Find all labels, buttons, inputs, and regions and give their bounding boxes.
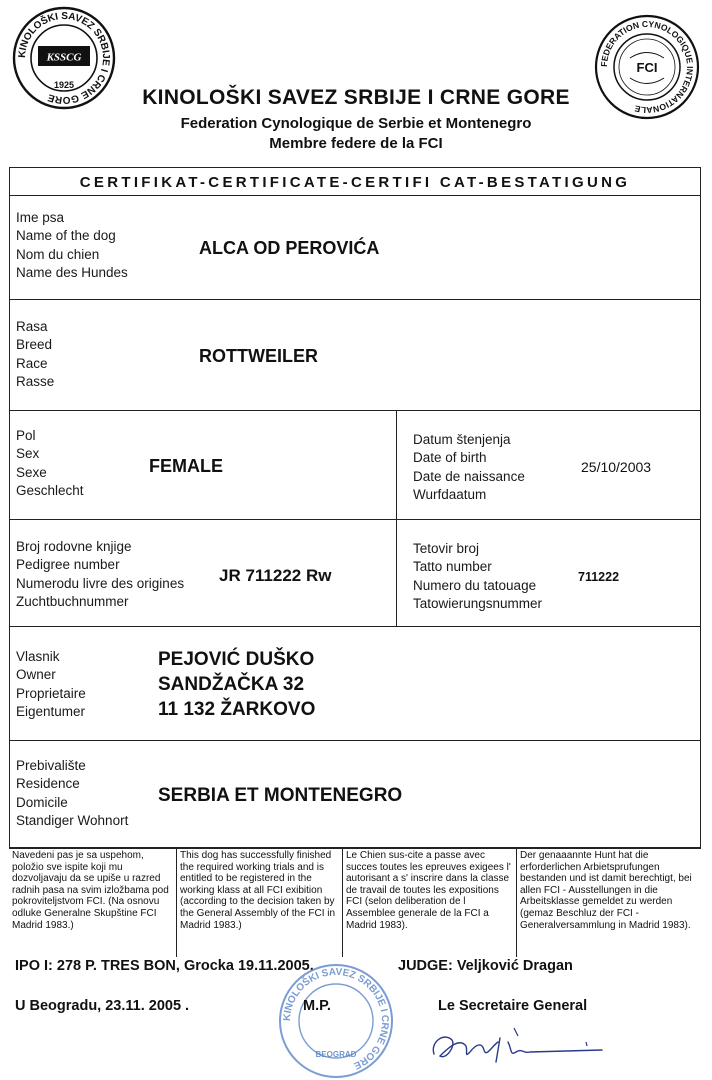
ipo-result: IPO I: 278 P. TRES BON, Grocka 19.11.2005. [15, 958, 314, 974]
breed-value: ROTTWEILER [199, 346, 318, 366]
sex-value: FEMALE [149, 456, 223, 476]
secretaire-general: Le Secretaire General [438, 998, 588, 1014]
fci-ring-text: FEDERATION CYNOLOGIQUE INTERNATIONALE [598, 18, 696, 116]
logo-center-text: KSSCG [46, 51, 82, 64]
dog-name-value: ALCA OD PEROVIĆA [199, 238, 380, 258]
federation-title: KINOLOŠKI SAVEZ SRBIJE I CRNE GORE [142, 86, 570, 109]
owner-value [158, 647, 315, 722]
owner-labels: Vlasnik Owner Proprietaire Eigentumer [16, 649, 86, 720]
sex-labels: Pol Sex Sexe Geschlecht [16, 428, 84, 499]
federation-subtitle: Federation Cynologique de Serbie et Montenegro [180, 115, 532, 132]
tattoo-value: 711222 [578, 570, 620, 584]
birth-labels: Datum štenjenja Date of birth Date de naissance Wurfdaatum [413, 432, 525, 503]
column-divider [396, 519, 397, 626]
fci-membership: Membre federe de la FCI [269, 135, 443, 152]
fci-center-text: FCI [636, 60, 658, 75]
logo-ring-text: KINOLOŠKI SAVEZ SRBIJE I CRNE GORE [16, 10, 112, 106]
birth-date-value: 25/10/2003 [581, 459, 652, 475]
stamp-ring-text: KINOLOŠKI SAVEZ SRBIJE I CRNE GORE [281, 966, 391, 1072]
signature [426, 1016, 616, 1068]
dog-name-labels: Ime psa Name of the dog Nom du chien Name des Hundes [16, 210, 128, 281]
divider [9, 740, 701, 741]
divider [9, 410, 701, 411]
note-serbian: Navedeni pas je sa uspehom, položio sve ispite koji mu dozvoljavaju da se upiše u razred radnih pasa na svim izložbama pod pokroviteljstvom FCI. (Na osnovu odluke Generalne Skupštine FCI Madrid 1983.) [12, 850, 169, 931]
note-english: This dog has successfully finished the required working trials and is entitled to be registered in the working klass at all FCI exibition (according to the decision taken by the General Assembly of the FCI in Madrid 1983.) [180, 850, 336, 931]
pedigree-value: JR 711222 Rw [219, 566, 332, 585]
pedigree-labels: Broj rodovne knjige Pedigree number Numerodu livre des origines Zuchtbuchnummer [16, 539, 185, 610]
owner-name: PEJOVIĆ DUŠKO [158, 649, 315, 670]
owner-city: 11 132 ŽARKOVO [158, 699, 316, 720]
divider [9, 519, 701, 520]
note-french: Le Chien sus-cite a passe avec succes toutes les epreuves exigees l' autorisant a s' inscrire dans la classe de travail de toutes les expositions FCI (selon deliberation de l Assemblee generale de la FCI a Madrid 1983). [346, 850, 511, 931]
tattoo-labels: Tetovir broj Tatto number Numero du tatouage Tatowierungsnummer [413, 541, 543, 612]
divider [9, 626, 701, 627]
note-german: Der genaaannte Hunt hat die erforderlichen Arbietsprufungen bestanden und ist damit berechtigt, bei allen FCI - Ausstellungen in die Arbeitsklasse gemeldet zu werden (gemaz Beschluz der FCI - Generalversammlung in Madrid 1983). [520, 850, 692, 931]
divider [9, 299, 701, 300]
logo-year: 1925 [53, 80, 75, 90]
breed-labels: Rasa Breed Race Rasse [16, 319, 55, 390]
owner-street: SANDŽAČKA 32 [158, 674, 305, 695]
stamp-city: BEOGRAD [315, 1050, 357, 1059]
certificate-banner: CERTIFIKAT-CERTIFICATE-CERTIFI CAT-BESTATIGUNG [79, 174, 631, 191]
mp-label: M.P. [303, 998, 331, 1014]
divider [9, 195, 701, 196]
judge: JUDGE: Veljković Dragan [398, 958, 573, 974]
column-divider [396, 410, 397, 519]
place-and-date: U Beogradu, 23.11. 2005 . [15, 998, 190, 1014]
official-stamp [277, 962, 395, 1080]
residence-value: SERBIA ET MONTENEGRO [158, 785, 403, 806]
residence-labels: Prebivalište Residence Domicile Standiger Wohnort [16, 758, 129, 829]
